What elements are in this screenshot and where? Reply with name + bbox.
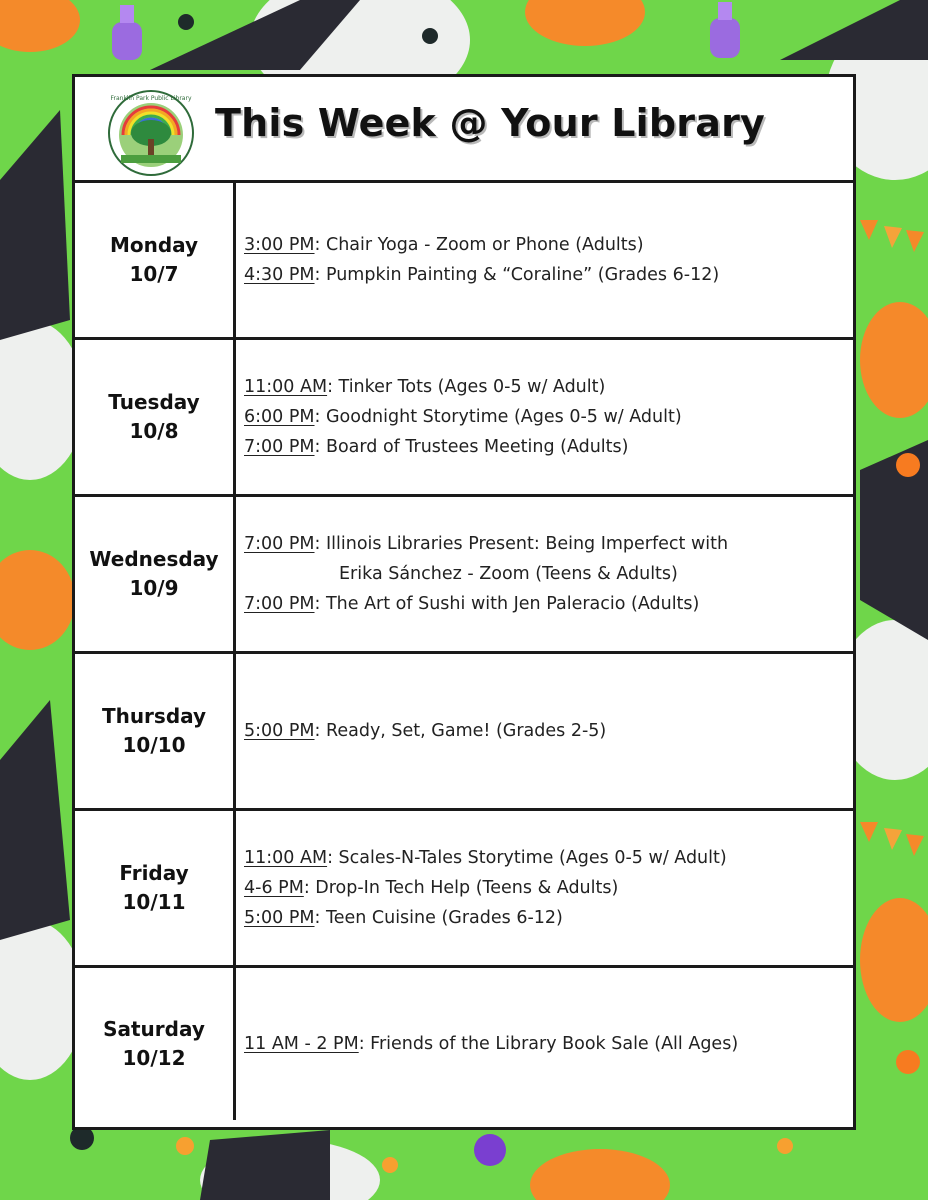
day-name: Saturday — [103, 1017, 205, 1041]
event-time: 3:00 PM — [244, 235, 315, 255]
event-time: 11 AM - 2 PM — [244, 1034, 359, 1054]
event-time: 7:00 PM — [244, 437, 315, 457]
event-item — [244, 260, 853, 290]
schedule-row — [75, 340, 853, 497]
event-time: 4-6 PM — [244, 878, 304, 898]
day-date: 10/7 — [129, 262, 179, 286]
event-item — [244, 1029, 853, 1059]
day-name: Friday — [119, 861, 189, 885]
events-cell — [236, 968, 853, 1120]
schedule-row — [75, 183, 853, 340]
schedule-row — [75, 968, 853, 1120]
events-cell — [236, 183, 853, 337]
day-cell — [75, 340, 236, 494]
event-description: : Illinois Libraries Present: Being Imperfect with — [314, 534, 729, 554]
schedule-row — [75, 811, 853, 968]
schedule-table — [75, 183, 853, 1120]
event-description: : Goodnight Storytime (Ages 0-5 w/ Adult) — [314, 407, 682, 427]
schedule-row — [75, 497, 853, 654]
event-item — [244, 589, 853, 619]
events-cell — [236, 340, 853, 494]
event-description: : Friends of the Library Book Sale (All Ages) — [358, 1034, 739, 1054]
day-date: 10/10 — [122, 733, 186, 757]
event-description: : Teen Cuisine (Grades 6-12) — [314, 908, 563, 928]
event-item — [244, 402, 853, 432]
events-cell — [236, 654, 853, 808]
event-time: 6:00 PM — [244, 407, 315, 427]
event-item — [244, 843, 853, 873]
event-time: 11:00 AM — [244, 848, 328, 868]
day-cell — [75, 811, 236, 965]
event-item — [244, 372, 853, 402]
event-description: : Board of Trustees Meeting (Adults) — [314, 437, 629, 457]
event-description: : Tinker Tots (Ages 0-5 w/ Adult) — [327, 377, 606, 397]
day-name: Thursday — [101, 704, 207, 728]
day-date: 10/11 — [122, 890, 186, 914]
schedule-row — [75, 654, 853, 811]
library-logo — [107, 89, 195, 177]
day-name: Monday — [109, 233, 199, 257]
event-description: : The Art of Sushi with Jen Paleracio (Adults) — [314, 594, 700, 614]
event-item — [244, 716, 853, 746]
event-time: 5:00 PM — [244, 721, 315, 741]
header — [75, 77, 853, 183]
event-item — [244, 432, 853, 462]
event-description: : Chair Yoga - Zoom or Phone (Adults) — [314, 235, 644, 255]
event-item — [244, 873, 853, 903]
day-date: 10/12 — [122, 1046, 186, 1070]
day-cell — [75, 497, 236, 651]
event-description: : Ready, Set, Game! (Grades 2-5) — [314, 721, 607, 741]
event-item — [244, 903, 853, 933]
event-time: 7:00 PM — [244, 594, 315, 614]
day-cell — [75, 654, 236, 808]
schedule-card — [72, 74, 856, 1130]
day-name: Tuesday — [108, 390, 200, 414]
event-time: 4:30 PM — [244, 265, 315, 285]
page-title: This Week @ Your Library — [215, 101, 765, 145]
event-time: 11:00 AM — [244, 377, 328, 397]
day-date: 10/8 — [129, 419, 179, 443]
event-description-continued: Erika Sánchez - Zoom (Teens & Adults) — [339, 564, 678, 584]
event-description: : Scales-N-Tales Storytime (Ages 0-5 w/ Adult) — [327, 848, 727, 868]
logo-text: Franklin Park Public Library — [110, 95, 192, 102]
events-cell — [236, 811, 853, 965]
event-item — [244, 529, 853, 589]
events-cell — [236, 497, 853, 651]
event-description: : Drop-In Tech Help (Teens & Adults) — [303, 878, 619, 898]
event-time: 7:00 PM — [244, 534, 315, 554]
day-cell — [75, 968, 236, 1120]
event-time: 5:00 PM — [244, 908, 315, 928]
day-date: 10/9 — [129, 576, 179, 600]
event-item — [244, 230, 853, 260]
event-description: : Pumpkin Painting & “Coraline” (Grades 6-12) — [314, 265, 720, 285]
day-cell — [75, 183, 236, 337]
day-name: Wednesday — [89, 547, 219, 571]
